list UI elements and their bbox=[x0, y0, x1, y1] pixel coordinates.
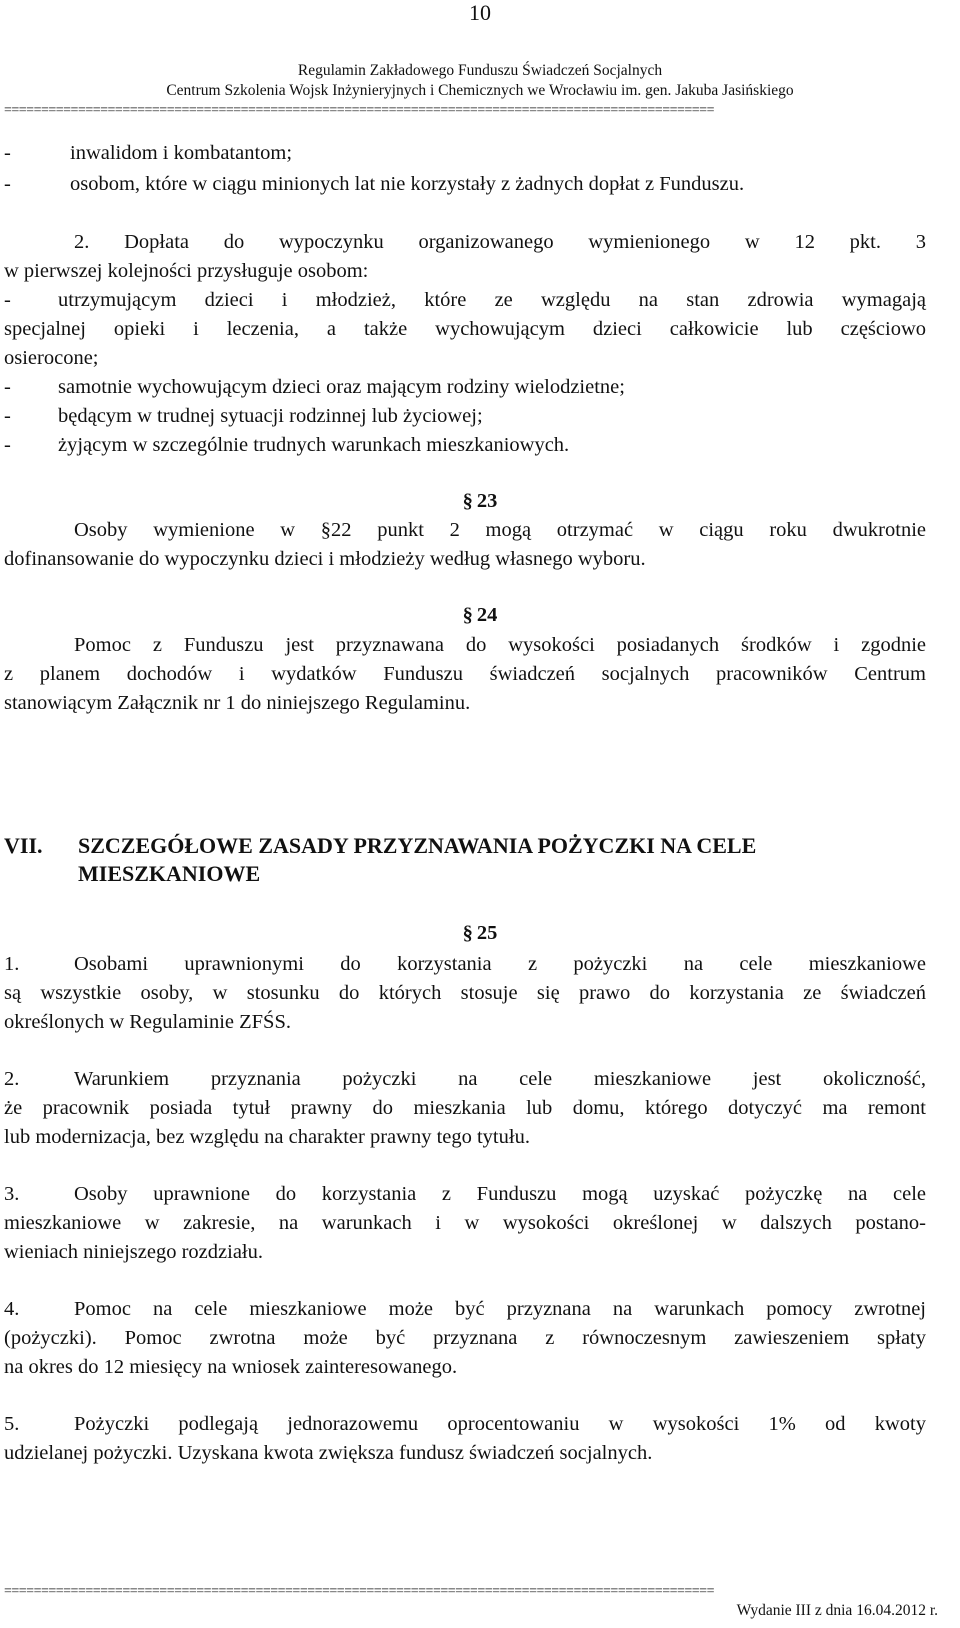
paragraph-line: na okres do 12 miesięcy na wniosek zainteresowanego. bbox=[4, 1356, 458, 1378]
paragraph-line: Pomoc z Funduszu jest przyznawana do wysokości posiadanych środków i zgodnie bbox=[74, 634, 926, 656]
paragraph-line: z planem dochodów i wydatków Funduszu świadczeń socjalnych pracowników Centrum bbox=[4, 663, 926, 685]
paragraph-line: są wszystkie osoby, w stosunku do których stosuje się prawo do korzystania ze świadczeń bbox=[4, 982, 926, 1004]
paragraph-line: 4. Pomoc na cele mieszkaniowe może być przyznana na warunkach pomocy zwrotnej bbox=[4, 1298, 926, 1320]
list-item: - samotnie wychowującym dzieci oraz mającym rodziny wielodzietne; bbox=[4, 376, 625, 398]
list-item-continuation: osierocone; bbox=[4, 347, 99, 369]
paragraph-line: stanowiącym Załącznik nr 1 do niniejszego Regulaminu. bbox=[4, 692, 471, 714]
page-number: 10 bbox=[469, 0, 491, 25]
chapter-title-continuation: MIESZKANIOWE bbox=[78, 861, 261, 886]
paragraph-line: że pracownik posiada tytuł prawny do mieszkania lub domu, którego dotyczyć ma remont bbox=[4, 1097, 926, 1119]
section-heading: § 24 bbox=[462, 604, 498, 626]
list-item: - inwalidom i kombatantom; bbox=[4, 142, 293, 164]
paragraph-line: 2. Warunkiem przyznania pożyczki na cele mieszkaniowe jest okoliczność, bbox=[4, 1068, 926, 1090]
paragraph-line: 3. Osoby uprawnione do korzystania z Funduszu mogą uzyskać pożyczkę na cele bbox=[4, 1183, 926, 1205]
list-item: - będącym w trudnej sytuacji rodzinnej lub życiowej; bbox=[4, 405, 483, 427]
chapter-heading bbox=[4, 832, 756, 888]
paragraph-line: w pierwszej kolejności przysługuje osobom: bbox=[4, 260, 369, 282]
list-item-continuation: specjalnej opieki i leczenia, a także wychowującym dzieci całkowicie lub częściowo bbox=[4, 318, 926, 340]
paragraph-line: (pożyczki). Pomoc zwrotna może być przyznana z równoczesnym zawieszeniem spłaty bbox=[4, 1327, 926, 1349]
paragraph-line: mieszkaniowe w zakresie, na warunkach i w wysokości określonej w dalszych postano- bbox=[4, 1212, 926, 1234]
footer-edition: Wydanie III z dnia 16.04.2012 r. bbox=[736, 1602, 938, 1619]
chapter-title: SZCZEGÓŁOWE ZASADY PRZYZNAWANIA POŻYCZKI NA CELE bbox=[78, 833, 757, 858]
paragraph-line: udzielanej pożyczki. Uzyskana kwota zwiększa fundusz świadczeń socjalnych. bbox=[4, 1442, 653, 1464]
paragraph-line: 1. Osobami uprawnionymi do korzystania z pożyczki na cele mieszkaniowe bbox=[4, 953, 926, 975]
paragraph-line: dofinansowanie do wypoczynku dzieci i młodzieży według własnego wyboru. bbox=[4, 548, 646, 570]
header-title: Regulamin Zakładowego Funduszu Świadczeń Socjalnych bbox=[297, 62, 663, 79]
paragraph-line: lub modernizacja, bez względu na charakter prawny tego tytułu. bbox=[4, 1126, 530, 1148]
header-subtitle: Centrum Szkolenia Wojsk Inżynieryjnych i Chemicznych we Wrocławiu im. gen. Jakuba Jasińskiego bbox=[166, 82, 794, 99]
paragraph-line: 2. Dopłata do wypoczynku organizowanego wymienionego w 12 pkt. 3 bbox=[74, 231, 926, 253]
paragraph-line: wieniach niniejszego rozdziału. bbox=[4, 1241, 263, 1263]
chapter-number: VII. bbox=[4, 833, 43, 858]
list-item: - żyjącym w szczególnie trudnych warunkach mieszkaniowych. bbox=[4, 434, 570, 456]
paragraph-line: określonych w Regulaminie ZFŚS. bbox=[4, 1011, 291, 1033]
paragraph-line: Osoby wymienione w §22 punkt 2 mogą otrzymać w ciągu roku dwukrotnie bbox=[74, 519, 926, 541]
list-item: - utrzymującym dzieci i młodzież, które ze względu na stan zdrowia wymagają bbox=[4, 289, 926, 311]
header-rule: ================================================================================================ bbox=[4, 104, 714, 118]
footer-rule: ================================================================================================ bbox=[4, 1585, 714, 1599]
section-heading: § 25 bbox=[462, 922, 498, 944]
list-item: - osobom, które w ciągu minionych lat nie korzystały z żadnych dopłat z Funduszu. bbox=[4, 173, 745, 195]
paragraph-line: 5. Pożyczki podlegają jednorazowemu oprocentowaniu w wysokości 1% od kwoty bbox=[4, 1413, 926, 1435]
section-heading: § 23 bbox=[462, 490, 498, 512]
